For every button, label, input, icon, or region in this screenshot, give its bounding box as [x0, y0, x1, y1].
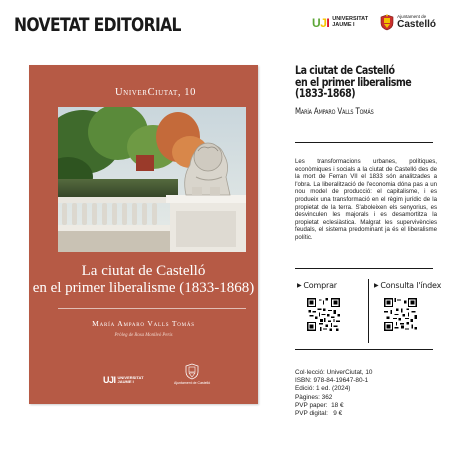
- index-link[interactable]: [374, 281, 441, 336]
- detail-price-digital: PVP digital: 9 €: [295, 410, 343, 418]
- qr-separator: [368, 279, 369, 343]
- cover-photo: [58, 107, 246, 252]
- author-divider: [295, 142, 433, 143]
- cover-title-line1: La ciutat de Castelló: [81, 263, 206, 279]
- cover-author: María Amparo Valls Tomás: [92, 319, 195, 328]
- book-title-line2: en el primer liberalisme: [295, 74, 412, 89]
- qr-top-divider: [295, 268, 433, 269]
- buy-label[interactable]: [297, 281, 340, 290]
- detail-price-paper: PVP paper: 18 €: [295, 401, 344, 409]
- uji-mark: UJI: [312, 15, 330, 30]
- book-info: [295, 65, 437, 117]
- detail-edition: Edició: 1 ed. (2024): [295, 385, 351, 393]
- cover-title-line2: en el primer liberalisme (1833-1868): [32, 280, 255, 296]
- uji-logo: [312, 16, 368, 30]
- cover-series: UniverCiutat, 10: [115, 87, 196, 98]
- buy-text: Comprar: [303, 281, 337, 290]
- uji-logo-text: [332, 17, 368, 29]
- castello-shield-icon: [380, 14, 394, 31]
- detail-collection: Col·lecció: UniverCiutat, 10: [295, 369, 373, 376]
- cover-uji-text: [118, 376, 144, 384]
- index-label[interactable]: [374, 281, 441, 290]
- cover-prolog: Pròleg de Rosa Monlleó Peris: [114, 333, 173, 338]
- book-title: [295, 65, 433, 100]
- cover-ajuntament-text: Ajuntament de Castelló: [174, 381, 211, 385]
- cover-divider: [58, 308, 246, 309]
- book-cover: [29, 65, 258, 404]
- park-lion-statue-image: [58, 107, 246, 252]
- book-author: María Amparo Valls Tomás: [295, 106, 374, 117]
- index-text: Consulta l'índex: [380, 281, 442, 290]
- buy-qr-code[interactable]: [307, 298, 340, 331]
- triangle-right-icon: ▶: [374, 282, 379, 289]
- cover-uji-text-line2: JAUME I: [117, 379, 134, 384]
- ajuntament-small: Ajuntament de: [397, 14, 427, 20]
- cover-title: [29, 263, 258, 297]
- page-title: NOVETAT EDITORIAL: [14, 14, 181, 36]
- uji-text-line2: JAUME I: [332, 21, 355, 28]
- cover-castello-shield-icon: [185, 363, 199, 380]
- detail-pages: Pàgines: 362: [295, 393, 333, 401]
- triangle-right-icon: ▶: [297, 282, 302, 289]
- qr-bottom-divider: [295, 349, 433, 350]
- book-description: Les transformacions urbanes, polítiques, econòmiques i socials a la ciutat de Castelló des de la mort de Ferran VII el 1833 són analitzades a l'obra. La liberalització de l'economia dóna pas a un nou model de producció: el capitalisme, i es produeix una transformació en el règim jurídic de la propietat de la terra. S'aboleixen els senyorius, es desvinculen les majorals i es desamortitza la propietat eclesiàstica. Malgrat les supervivències feudals, el sistema predominant ja és el liberalisme polític.: [295, 158, 437, 241]
- cover-uji-logo: [103, 375, 144, 385]
- uji-text-line1: UNIVERSITAT: [332, 15, 369, 22]
- buy-link[interactable]: [297, 281, 340, 336]
- index-qr-code[interactable]: [384, 298, 417, 331]
- header-logos: [312, 14, 436, 31]
- book-details: [295, 369, 372, 418]
- ajuntament-logo: [380, 14, 436, 31]
- ajuntament-big: Castelló: [397, 18, 436, 30]
- book-title-line1: La ciutat de Castelló: [295, 63, 395, 77]
- ajuntament-text: [397, 15, 436, 30]
- book-title-line3: (1833-1868): [295, 86, 356, 100]
- detail-isbn: ISBN: 978-84-19647-80-1: [295, 377, 369, 385]
- cover-uji-mark: UJI: [103, 375, 116, 385]
- cover-ajuntament-logo: [174, 363, 210, 385]
- cover-uji-text-line1: UNIVERSITAT: [117, 374, 144, 380]
